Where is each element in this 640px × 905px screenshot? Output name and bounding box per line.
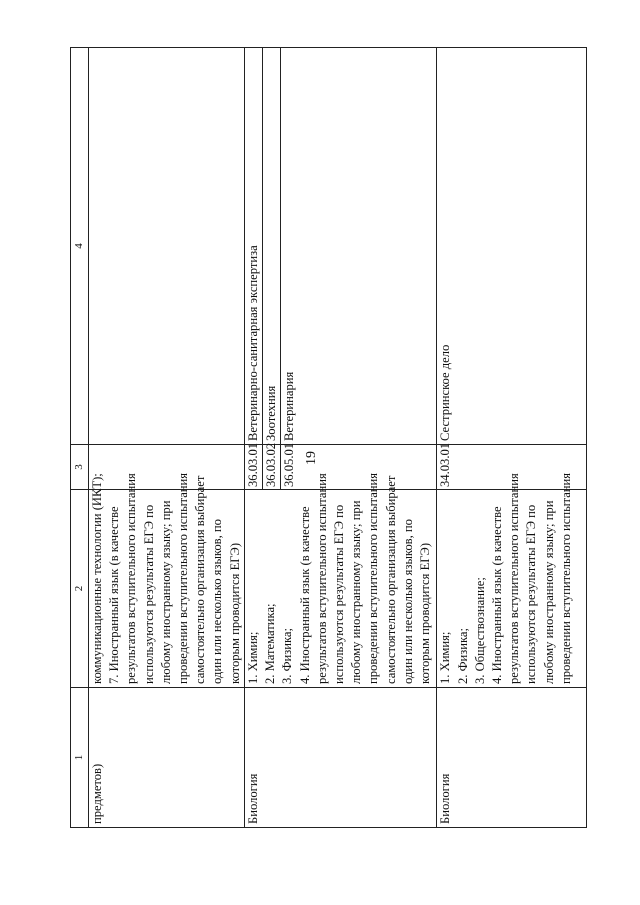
table-row [437,48,587,828]
table-row [89,48,245,828]
exam-line: 1. Химия; [246,631,260,684]
exam-line: результатов вступительного испытания [124,473,139,684]
subject-cell: Биология [437,688,587,828]
exam-line: 7. Иностранный язык (в качестве [107,506,122,684]
subject-cell: предметов) [89,688,245,828]
header-col-4: 4 [71,48,89,445]
exam-line: 2. Математика; [263,603,278,684]
exam-line: один или несколько языков, по [400,519,415,684]
rotated-table-container [70,48,573,828]
exam-line: самостоятельно организация выбирает [193,475,208,684]
exam-line: проведении вступительного испытания [176,472,191,684]
exam-line: используются результаты ЕГЭ по [332,504,347,684]
exams-cell [245,472,437,688]
code-cell: 36.03.02 [263,445,281,490]
page-number: 19 [304,451,319,465]
specialty-cell: Ветеринария [281,48,437,445]
exam-line: любому иностранному языку; при [158,500,173,684]
specialty-cell: Зоотехния [263,48,281,445]
exam-line: 4. Иностранный язык (в качестве [490,506,505,684]
code-cell: 36.05.01 [281,445,437,490]
exam-table [70,47,587,828]
exam-line: 1. Химия; [438,631,453,684]
document-table-wrapper [70,48,573,828]
exam-line: любому иностранному языку; при [541,500,556,684]
specialty-cell [89,48,245,445]
exam-line: 3. Обществознание; [472,577,487,684]
table-row [245,48,263,828]
exam-line: 4. Иностранный язык (в качестве [297,506,312,684]
header-col-3: 3 [71,445,89,490]
exams-cell [437,472,587,688]
exam-line: используются результаты ЕГЭ по [141,504,156,684]
exam-line: 3. Физика; [280,627,295,684]
exam-line: проведении вступительного испытания [558,472,573,684]
header-col-2: 2 [71,490,89,688]
exam-line: которым проводится ЕГЭ) [227,542,242,684]
exam-line: любому иностранному языку; при [349,500,364,684]
code-cell: 36.03.01 [245,445,263,490]
exam-line: проведении вступительного испытания [366,472,381,684]
exams-cell [89,472,245,688]
exam-line: 2. Физика; [455,627,470,684]
exam-line: используются результаты ЕГЭ по [524,504,539,684]
header-col-1: 1 [71,688,89,828]
code-cell [89,445,245,490]
exam-line: коммуникационные технологии (ИКТ); [90,473,104,684]
header-row [71,48,89,828]
code-cell: 34.03.01 [437,445,587,490]
subject-cell: Биология [245,688,437,828]
exam-line: которым проводится ЕГЭ) [418,542,433,684]
specialty-cell: Сестринское дело [437,48,587,445]
exam-line: один или несколько языков, по [210,519,225,684]
exam-line: самостоятельно организация выбирает [383,475,398,684]
exam-line: результатов вступительного испытания [507,473,522,684]
specialty-cell: Ветеринарно-санитарная экспертиза [245,48,263,445]
exam-line: результатов вступительного испытания [314,473,329,684]
